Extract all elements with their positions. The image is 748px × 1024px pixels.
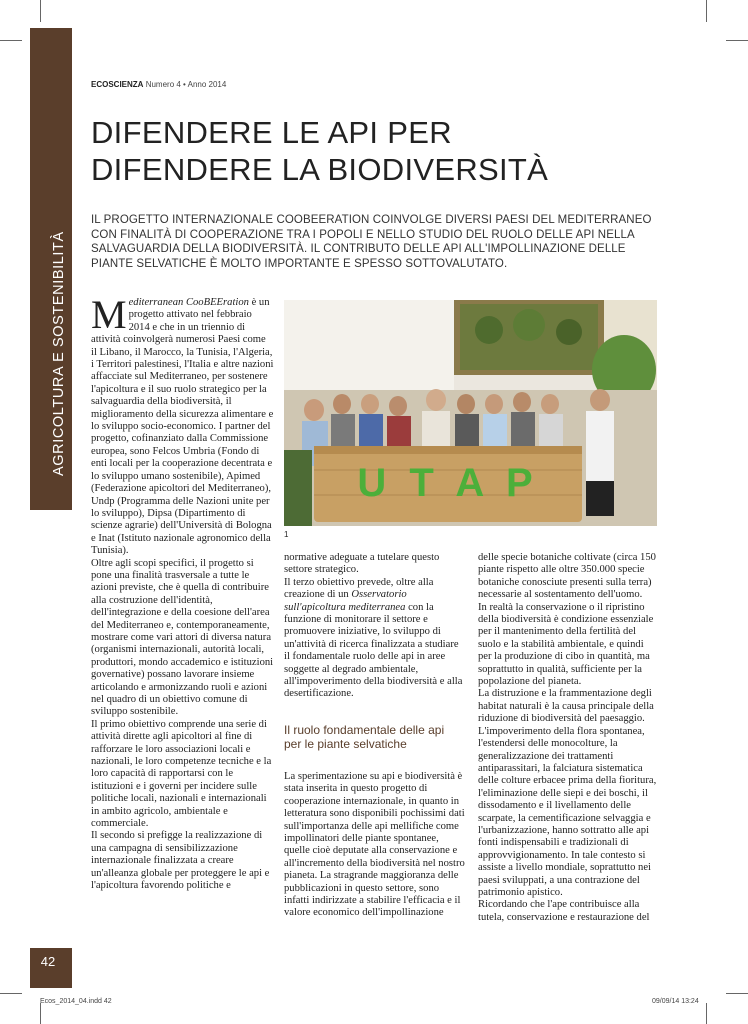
magazine-name: ECOSCIENZA — [91, 80, 144, 89]
paragraph — [284, 577, 466, 701]
crop-mark — [0, 40, 22, 41]
intro-italic: editerranean CooBEEration — [128, 297, 249, 308]
paragraph-text: è un progetto attivato nel febbraio 2014 e che in un triennio di attività coinvolgerà numerosi Paesi come il Libano, il Marocco, la Tunisia, l'Algeria, i Territori palestinesi, l'Italia e altre nazioni affacciate sul Mediterraneo, per sostenere l'apicoltura e il suo ruolo strategico per la salvaguardia della biodiversità, il miglioramento della sicurezza alimentare e lo sviluppo socio-economico. I partner del progetto, cofinanziato dalla Commissione europea, sono Felcos Umbria (Fondo di enti locali per la cooperazione decentrata e lo sviluppo umano sostenibile), Apimed (Federazione apicoltori del Mediterraneo), Undp (Programma delle Nazioni unite per lo sviluppo), Dipsa (Dipartimento di scienze agrarie) dell'Università di Bologna e Inat (Istituto nazionale agronomico della Tunisia). — [91, 297, 274, 557]
text-column-3 — [478, 552, 658, 924]
page-number-box — [30, 948, 72, 988]
photo-caption-number: 1 — [284, 530, 289, 539]
crop-mark — [726, 40, 748, 41]
subheading-line-1: Il ruolo fondamentale delle api — [284, 722, 445, 737]
paragraph: normative adeguate a tutelare questo settore strategico. — [284, 552, 440, 576]
crop-mark — [40, 1003, 41, 1024]
text-column-2 — [284, 552, 466, 920]
paragraph: Il primo obiettivo comprende una serie di attività dirette agli apicoltori al fine di rafforzare le loro associazioni locali e nazionali, le loro competenze tecniche e la loro capacità di rapportarsi con le istituzioni e i governi per incidere sulle politiche locali, nazionali e internazionali in ambito agricolo, ambientale e commerciale. — [91, 718, 272, 830]
article-lead: IL PROGETTO INTERNAZIONALE COOBEERATION COINVOLGE DIVERSI PAESI DEL MEDITERRANEO CON FINALITÀ DI COOPERAZIONE TRA I POPOLI E NELLO STUDIO DEL RUOLO DELLE API NELLA SALVAGUARDIA DELLA BIODIVERSITÀ. IL CONTRIBUTO DELLE API ALL'IMPOLLINAZIONE DELLE PIANTE SELVATICHE È MOLTO IMPORTANTE E SPESSO SOTTOVALUTATO. — [91, 214, 652, 270]
magazine-header — [91, 80, 226, 89]
section-subheading — [284, 723, 466, 751]
issue-info: Numero 4 • Anno 2014 — [145, 80, 227, 89]
crop-mark — [0, 993, 22, 994]
crop-mark — [706, 1003, 707, 1024]
paragraph-text: Il terzo obiettivo prevede, oltre alla creazione di un — [284, 576, 434, 601]
paragraph: delle specie botaniche coltivate (circa 150 piante rispetto alle oltre 350.000 specie botaniche conosciute presenti sulla terra) necessarie al sostentamento dell'uomo. — [478, 552, 656, 601]
paragraph-text: con la funzione di monitorare il settore e promuovere iniziative, lo sviluppo di un'attività di ricerca finalizzata a studiare il fondamentale ruolo delle api in aree soggette al degrado ambientale, all'impoverimento della biodiversità e alla desertificazione. — [284, 601, 463, 700]
text-column-1 — [91, 292, 274, 893]
paragraph: Oltre agli scopi specifici, il progetto si pone una finalità trasversale a tutte le azioni previste, che è quella di contribuire alla costruzione dell'identità, dell'integrazione e della coesione dell'area del Mediterraneo e, contemporaneamente, mostrare come vari attori di diversa natura (organismi internazionali, autorità locali, produttori, mondo accademico e istituzioni governative) possano lavorare insieme articolando e armonizzando ruoli e azioni nel quadro di un obiettivo comune di sviluppo sostenibile. — [91, 557, 274, 718]
paragraph: La distruzione e la frammentazione degli habitat naturali è la causa principale della riduzione di biodiversità del paesaggio. L'impoverimento della flora spontanea, l'estendersi delle monocolture, la generalizzazione dei trattamenti antiparassitari, la falciatura sistematica delle colture erbacee prima della fioritura, l'eliminazione delle siepi e dei boschi, il dissodamento e il livellamento delle scarpate, la cementificazione selvaggia e l'urbanizzazione, hanno sottratto alle api fonti indispensabili e tradizionali di approvvigionamento. In tale contesto si assiste a livello mondiale, soprattutto nei paesi sviluppati, a una contrazione del patrimonio apistico. — [478, 688, 657, 898]
utap-sign: U T A P — [357, 461, 539, 505]
article-photo — [284, 300, 657, 526]
paragraph — [91, 292, 274, 558]
paragraph: Ricordando che l'ape contribuisce alla tutela, conservazione e restaurazione del — [478, 899, 650, 923]
title-line-1: DIFENDERE LE API PER — [91, 115, 452, 150]
paragraph: La sperimentazione su api e biodiversità è stata inserita in questo progetto di cooperazione internazionale, in quanto in letteratura sono disponibili pochissimi dati sull'importanza delle api mellifiche come impollinatori delle piante spontanee, quelle cioè deputate alla conservazione e all'incremento della biodiversità nel nostro pianeta. La stragrande maggioranza delle pubblicazioni in questo settore, sono infatti indirizzate a stabilire l'efficacia e il valore economico dell'impollinazione — [284, 770, 465, 919]
crop-mark — [726, 993, 748, 994]
paragraph: In realtà la conservazione o il ripristino della biodiversità è condizione essenziale per il mantenimento della fertilità del suolo e la stabilità ambientale, e quindi per la produzione di cibo in quantità, ma soprattutto in qualità, sufficiente per la popolazione del pianeta. — [478, 601, 654, 688]
page-number: 42 — [40, 954, 56, 969]
group-photo-illustration — [284, 300, 657, 526]
slug-timestamp: 09/09/14 13:24 — [652, 998, 699, 1005]
italic-text: Osservatorio sull'apicoltura mediterranea — [284, 589, 407, 613]
drop-cap: M — [91, 292, 127, 337]
title-line-2: DIFENDERE LA BIODIVERSITÀ — [91, 152, 549, 187]
slug-filename: Ecos_2014_04.indd 42 — [40, 998, 112, 1005]
crop-mark — [40, 0, 41, 22]
article-title — [91, 114, 548, 188]
crop-mark — [706, 0, 707, 22]
section-label: AGRICOLTURA E SOSTENIBILITÀ — [51, 231, 67, 476]
paragraph: Il secondo si prefigge la realizzazione di una campagna di sensibilizzazione internazionale finalizzata a creare un'alleanza globale per proteggere le api e l'apicoltura favorendo politiche e — [91, 830, 270, 892]
subheading-line-2: per le piante selvatiche — [284, 736, 407, 751]
